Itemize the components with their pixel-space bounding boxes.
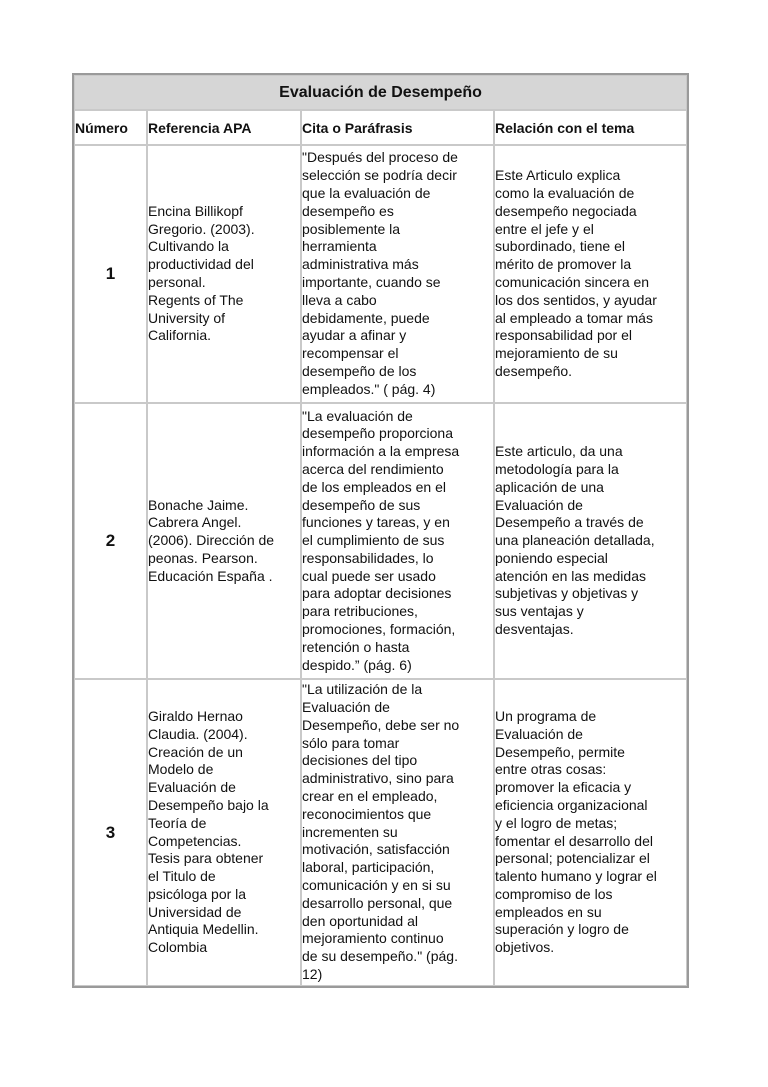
header-referencia: Referencia APA <box>147 110 301 145</box>
row-number: 2 <box>74 403 147 679</box>
quote-cell: "La evaluación de desempeño proporciona información a la empresa acerca del rendimiento de los empleados en el desempeño de sus funciones y tareas, y en el cumplimiento de sus responsabilidades, lo cual puede ser usado para adoptar decisiones para retribuciones, promociones, formación, retención o hasta despido.” (pág. 6) <box>301 403 494 679</box>
row-number: 1 <box>74 145 147 403</box>
title-row <box>74 75 687 110</box>
table-row <box>74 403 687 679</box>
relation-cell: Un programa de Evaluación de Desempeño, permite entre otras cosas: promover la eficacia y eficiencia organizacional y el logro de metas; fomentar el desarrollo del personal; potencializar el talento humano y lograr el compromiso de los empleados en su superación y logro de objetivos. <box>494 679 687 986</box>
quote-cell: "La utilización de la Evaluación de Desempeño, debe ser no sólo para tomar decisiones del tipo administrativo, sino para crear en el empleado, reconocimientos que incrementen su motivación, satisfacción laboral, participación, comunicación y en si su desarrollo personal, que den oportunidad al mejoramiento continuo de su desempeño." (pág. 12) <box>301 679 494 986</box>
evaluation-table <box>72 73 689 988</box>
quote-cell: "Después del proceso de selección se podría decir que la evaluación de desempeño es posiblemente la herramienta administrativa más importante, cuando se lleva a cabo debidamente, puede ayudar a afinar y recompensar el desempeño de los empleados." ( pág. 4) <box>301 145 494 403</box>
relation-cell: Este articulo, da una metodología para la aplicación de una Evaluación de Desempeño a través de una planeación detallada, poniendo especial atención en las medidas subjetivas y objetivas y sus ventajas y desventajas. <box>494 403 687 679</box>
row-number: 3 <box>74 679 147 986</box>
header-numero: Número <box>74 110 147 145</box>
header-cita: Cita o Paráfrasis <box>301 110 494 145</box>
reference-cell: Giraldo Hernao Claudia. (2004). Creación de un Modelo de Evaluación de Desempeño bajo la Teoría de Competencias. Tesis para obtener el Titulo de psicóloga por la Universidad de Antiquia Medellin. Colombia <box>147 679 301 986</box>
header-relacion: Relación con el tema <box>494 110 687 145</box>
reference-cell: Encina Billikopf Gregorio. (2003). Cultivando la productividad del personal. Regents of The University of California. <box>147 145 301 403</box>
table-row <box>74 145 687 403</box>
header-row <box>74 110 687 145</box>
table-title: Evaluación de Desempeño <box>74 75 687 110</box>
reference-cell: Bonache Jaime. Cabrera Angel. (2006). Dirección de peonas. Pearson. Educación España . <box>147 403 301 679</box>
table-row <box>74 679 687 986</box>
relation-cell: Este Articulo explica como la evaluación de desempeño negociada entre el jefe y el subordinado, tiene el mérito de promover la comunicación sincera en los dos sentidos, y ayudar al empleado a tomar más responsabilidad por el mejoramiento de su desempeño. <box>494 145 687 403</box>
